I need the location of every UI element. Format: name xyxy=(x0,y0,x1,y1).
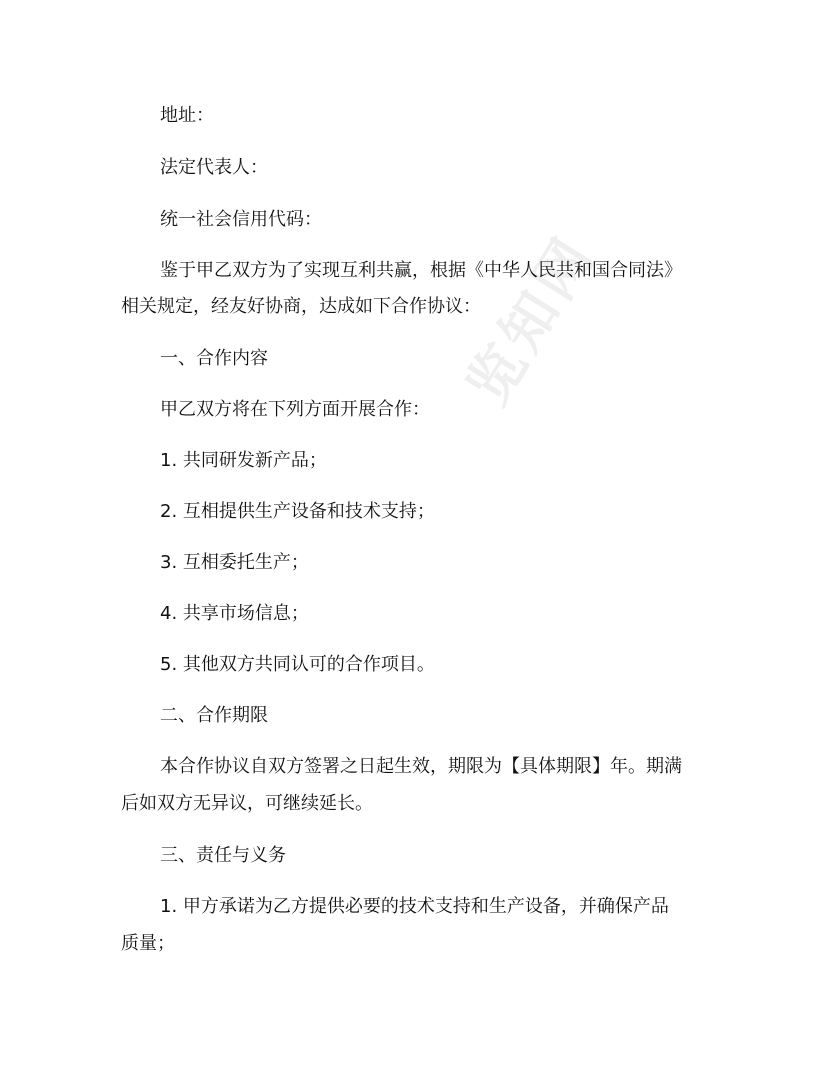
section-heading-responsibilities: 三、责任与义务 xyxy=(160,845,286,866)
term-paragraph-line-1: 本合作协议自双方签署之日起生效，期限为【具体期限】年。期满 xyxy=(160,756,682,777)
cooperation-intro: 甲乙双方将在下列方面开展合作： xyxy=(160,399,430,420)
credit-code-label: 统一社会信用代码： xyxy=(160,209,322,230)
section-heading-cooperation-content: 一、合作内容 xyxy=(160,348,268,369)
list-item: 2. 互相提供生产设备和技术支持； xyxy=(160,501,435,522)
list-item: 5. 其他双方共同认可的合作项目。 xyxy=(160,654,435,675)
watermark: 览知网 xyxy=(455,223,609,416)
responsibility-item-line-2: 质量； xyxy=(121,933,175,954)
address-label: 地址： xyxy=(160,105,214,126)
section-heading-cooperation-term: 二、合作期限 xyxy=(160,705,268,726)
preamble-line-2: 相关规定，经友好协商，达成如下合作协议： xyxy=(121,296,481,317)
legal-representative-label: 法定代表人： xyxy=(160,157,268,178)
list-item: 3. 互相委托生产； xyxy=(160,552,309,573)
preamble-line-1: 鉴于甲乙双方为了实现互利共赢，根据《中华人民共和国合同法》 xyxy=(160,260,682,281)
list-item: 1. 共同研发新产品； xyxy=(160,450,327,471)
term-paragraph-line-2: 后如双方无异议，可继续延长。 xyxy=(121,793,373,814)
list-item: 4. 共享市场信息； xyxy=(160,603,309,624)
responsibility-item-line-1: 1. 甲方承诺为乙方提供必要的技术支持和生产设备，并确保产品 xyxy=(160,896,669,917)
